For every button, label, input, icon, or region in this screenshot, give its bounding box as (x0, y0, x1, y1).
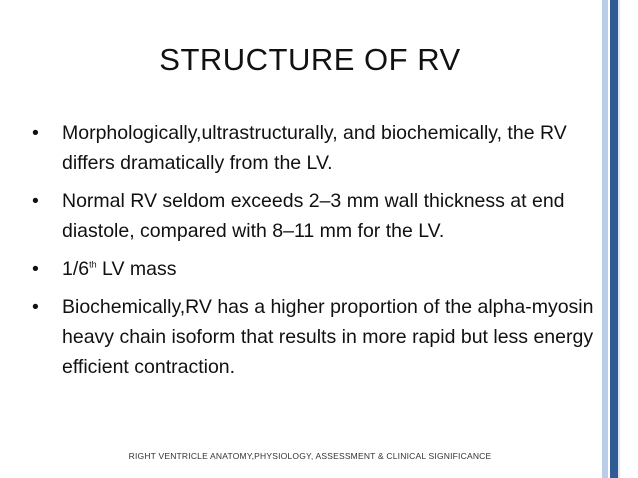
bullet-list (28, 118, 598, 390)
bullet-dot: • (32, 122, 39, 144)
right-edge-decoration (610, 0, 618, 478)
bullet-text: Normal RV seldom exceeds 2–3 mm wall thickness at end diastole, compared with 8–11 mm for the LV. (62, 190, 565, 242)
bullet-item (28, 118, 598, 178)
slide-title: STRUCTURE OF RV (159, 42, 461, 77)
bullet-item (28, 186, 598, 246)
bullet-text-fraction: 1/6 (62, 258, 90, 280)
bullet-text-rest: LV mass (96, 258, 177, 280)
bullet-text-superscript: th (89, 259, 97, 270)
bullet-dot: • (32, 296, 39, 318)
bullet-dot: • (32, 190, 39, 212)
slide-footer: RIGHT VENTRICLE ANATOMY,PHYSIOLOGY, ASSESSMENT & CLINICAL SIGNIFICANCE (128, 451, 492, 461)
bullet-text: Biochemically,RV has a higher proportion of the alpha-myosin heavy chain isoform that results in more rapid but less energy efficient contraction. (62, 296, 594, 378)
bullet-item (28, 292, 598, 382)
bullet-dot: • (32, 258, 39, 280)
right-edge-decoration (620, 0, 638, 478)
bullet-text: Morphologically,ultrastructurally, and biochemically, the RV differs dramatically from the LV. (62, 122, 567, 174)
bullet-item (28, 254, 598, 284)
